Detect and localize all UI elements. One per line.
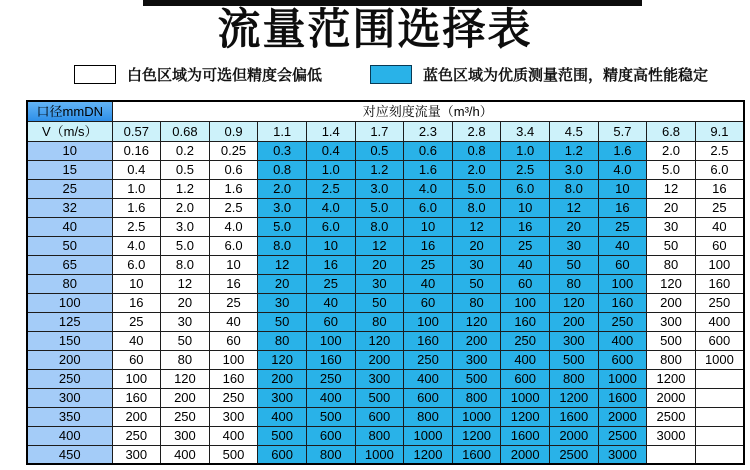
flow-cell: 6.0: [209, 236, 258, 255]
flow-cell: 1.6: [112, 198, 161, 217]
flow-cell: 25: [404, 255, 453, 274]
table-row: [27, 407, 744, 426]
flow-cell: 2.0: [452, 160, 501, 179]
flow-cell: 1.0: [306, 160, 355, 179]
row-header-dn: 40: [27, 217, 112, 236]
flow-cell: 1.6: [209, 179, 258, 198]
flow-cell: 50: [549, 255, 598, 274]
flow-cell: 60: [404, 293, 453, 312]
velocity-value: 4.5: [549, 121, 598, 141]
table-row: [27, 236, 744, 255]
flow-cell: 20: [258, 274, 307, 293]
flow-cell: 160: [404, 331, 453, 350]
flow-cell: 5.0: [355, 198, 404, 217]
flow-cell: 1.2: [161, 179, 210, 198]
flow-cell: 40: [598, 236, 647, 255]
flow-cell: 0.5: [161, 160, 210, 179]
flow-cell: 200: [258, 369, 307, 388]
flow-cell: 1.0: [501, 141, 550, 160]
velocity-value: 2.3: [404, 121, 453, 141]
flow-cell: [695, 369, 744, 388]
table-body: [27, 141, 744, 464]
flow-cell: 2.5: [695, 141, 744, 160]
flow-cell: 30: [549, 236, 598, 255]
flow-cell: 160: [501, 312, 550, 331]
flow-cell: 2000: [501, 445, 550, 464]
velocity-value: 2.8: [452, 121, 501, 141]
flow-cell: 10: [112, 274, 161, 293]
table-row: [27, 331, 744, 350]
flow-cell: 0.2: [161, 141, 210, 160]
flow-cell: 1600: [598, 388, 647, 407]
table-row: [27, 350, 744, 369]
flow-cell: 3000: [598, 445, 647, 464]
flow-cell: 5.0: [161, 236, 210, 255]
flow-cell: 1200: [404, 445, 453, 464]
flow-cell: 2.5: [501, 160, 550, 179]
flow-cell: 5.0: [647, 160, 696, 179]
flow-cell: 120: [258, 350, 307, 369]
flow-cell: 20: [161, 293, 210, 312]
flow-cell: 600: [258, 445, 307, 464]
velocity-value: 0.9: [209, 121, 258, 141]
flow-cell: 500: [258, 426, 307, 445]
flow-cell: 12: [355, 236, 404, 255]
flow-cell: 25: [598, 217, 647, 236]
flow-cell: 1600: [501, 426, 550, 445]
flow-cell: 50: [161, 331, 210, 350]
row-header-dn: 65: [27, 255, 112, 274]
flow-cell: 6.0: [695, 160, 744, 179]
flow-cell: 300: [355, 369, 404, 388]
flow-cell: 400: [404, 369, 453, 388]
flow-cell: 120: [647, 274, 696, 293]
flow-cell: 1000: [598, 369, 647, 388]
page-title: 流量范围选择表: [217, 6, 533, 54]
flow-cell: 2.5: [112, 217, 161, 236]
flow-cell: 6.0: [501, 179, 550, 198]
table-row: [27, 369, 744, 388]
table-row: [27, 141, 744, 160]
flow-cell: 160: [209, 369, 258, 388]
flow-cell: 60: [695, 236, 744, 255]
flow-cell: 10: [404, 217, 453, 236]
flow-cell: [695, 426, 744, 445]
flow-cell: 1.6: [404, 160, 453, 179]
flow-cell: 12: [452, 217, 501, 236]
flow-cell: 1.0: [112, 179, 161, 198]
flow-cell: 40: [695, 217, 744, 236]
flow-cell: 400: [258, 407, 307, 426]
flow-cell: 40: [209, 312, 258, 331]
header-row: [27, 101, 744, 121]
flow-cell: 0.8: [258, 160, 307, 179]
table-row: [27, 312, 744, 331]
flow-cell: 300: [452, 350, 501, 369]
flow-cell: 1.2: [549, 141, 598, 160]
flow-cell: 160: [695, 274, 744, 293]
flow-cell: 5.0: [452, 179, 501, 198]
flow-cell: 1200: [647, 369, 696, 388]
table-row: [27, 217, 744, 236]
flow-cell: 3.0: [161, 217, 210, 236]
flow-cell: 80: [258, 331, 307, 350]
flow-cell: 60: [306, 312, 355, 331]
row-header-dn: 50: [27, 236, 112, 255]
flow-cell: 300: [161, 426, 210, 445]
flow-cell: 600: [598, 350, 647, 369]
flow-cell: 200: [647, 293, 696, 312]
flow-cell: 3.0: [549, 160, 598, 179]
flow-cell: 40: [404, 274, 453, 293]
flow-cell: 300: [647, 312, 696, 331]
flow-cell: 20: [452, 236, 501, 255]
flow-cell: 100: [306, 331, 355, 350]
flow-cell: 4.0: [404, 179, 453, 198]
flow-cell: 2500: [549, 445, 598, 464]
flow-cell: 250: [404, 350, 453, 369]
flow-cell: 16: [404, 236, 453, 255]
flow-cell: 3.0: [355, 179, 404, 198]
row-header-dn: 25: [27, 179, 112, 198]
flow-cell: 800: [355, 426, 404, 445]
flow-cell: 12: [161, 274, 210, 293]
flow-cell: 200: [161, 388, 210, 407]
flow-cell: 25: [501, 236, 550, 255]
row-header-dn: 80: [27, 274, 112, 293]
flow-cell: 25: [209, 293, 258, 312]
flow-cell: 400: [161, 445, 210, 464]
flow-cell: 20: [549, 217, 598, 236]
flow-cell: 800: [647, 350, 696, 369]
flow-cell: 12: [647, 179, 696, 198]
row-header-dn: 200: [27, 350, 112, 369]
flow-cell: 250: [501, 331, 550, 350]
flow-cell: 6.0: [306, 217, 355, 236]
flow-cell: 500: [355, 388, 404, 407]
flow-cell: 160: [306, 350, 355, 369]
flow-cell: 1000: [452, 407, 501, 426]
flow-cell: 0.3: [258, 141, 307, 160]
flow-cell: 8.0: [452, 198, 501, 217]
flow-cell: 30: [161, 312, 210, 331]
flow-cell: 1200: [501, 407, 550, 426]
flow-cell: 1.2: [355, 160, 404, 179]
flow-cell: 2000: [647, 388, 696, 407]
flow-cell: 16: [209, 274, 258, 293]
flow-cell: 120: [452, 312, 501, 331]
flow-cell: 300: [112, 445, 161, 464]
flow-cell: 800: [452, 388, 501, 407]
flow-cell: 25: [306, 274, 355, 293]
flow-cell: 300: [549, 331, 598, 350]
flow-cell: 2000: [598, 407, 647, 426]
flow-cell: 1000: [355, 445, 404, 464]
flow-cell: 1200: [452, 426, 501, 445]
flow-cell: 200: [452, 331, 501, 350]
flow-cell: 4.0: [598, 160, 647, 179]
flow-cell: 40: [501, 255, 550, 274]
flow-cell: 8.0: [161, 255, 210, 274]
table-row: [27, 198, 744, 217]
flow-cell: 0.4: [112, 160, 161, 179]
flow-cell: 250: [112, 426, 161, 445]
flow-cell: 6.0: [404, 198, 453, 217]
flow-cell: 800: [549, 369, 598, 388]
flow-cell: 1600: [549, 407, 598, 426]
velocity-value: 1.4: [306, 121, 355, 141]
flow-cell: 2000: [549, 426, 598, 445]
flow-cell: 25: [695, 198, 744, 217]
flow-cell: 1600: [452, 445, 501, 464]
flow-cell: 100: [501, 293, 550, 312]
row-header-dn: 125: [27, 312, 112, 331]
flow-cell: 500: [306, 407, 355, 426]
table-row: [27, 426, 744, 445]
flow-cell: 200: [355, 350, 404, 369]
flow-cell: 200: [112, 407, 161, 426]
row-header-dn: 450: [27, 445, 112, 464]
flow-cell: 250: [306, 369, 355, 388]
flow-cell: 600: [695, 331, 744, 350]
velocity-value: 1.1: [258, 121, 307, 141]
velocity-row: [27, 121, 744, 141]
flow-cell: 800: [306, 445, 355, 464]
flow-cell: 120: [355, 331, 404, 350]
flow-cell: 400: [695, 312, 744, 331]
flow-cell: 80: [647, 255, 696, 274]
flow-cell: 4.0: [306, 198, 355, 217]
flow-cell: 2.5: [209, 198, 258, 217]
flow-cell: 300: [209, 407, 258, 426]
flow-cell: 200: [549, 312, 598, 331]
legend: [74, 64, 734, 85]
row-header-dn: 250: [27, 369, 112, 388]
flow-cell: 400: [501, 350, 550, 369]
flow-cell: 1000: [501, 388, 550, 407]
flow-cell: 1.6: [598, 141, 647, 160]
flow-cell: 50: [452, 274, 501, 293]
flow-cell: 2.0: [258, 179, 307, 198]
flow-cell: 80: [549, 274, 598, 293]
row-header-dn: 10: [27, 141, 112, 160]
flow-cell: 50: [355, 293, 404, 312]
flow-cell: 50: [647, 236, 696, 255]
flow-cell: 600: [306, 426, 355, 445]
flow-cell: 250: [695, 293, 744, 312]
flow-cell: 40: [112, 331, 161, 350]
flow-cell: 16: [598, 198, 647, 217]
flow-cell: 100: [209, 350, 258, 369]
flow-cell: 25: [112, 312, 161, 331]
flow-cell: 3.0: [258, 198, 307, 217]
flow-cell: 16: [112, 293, 161, 312]
flow-cell: 20: [355, 255, 404, 274]
flow-cell: 3000: [647, 426, 696, 445]
table-row: [27, 388, 744, 407]
flow-cell: 400: [598, 331, 647, 350]
flow-cell: 600: [501, 369, 550, 388]
flow-cell: 60: [209, 331, 258, 350]
flow-cell: 30: [647, 217, 696, 236]
velocity-value: 9.1: [695, 121, 744, 141]
flow-cell: 1200: [549, 388, 598, 407]
velocity-header: V（m/s）: [27, 121, 112, 141]
flow-cell: 80: [355, 312, 404, 331]
flow-cell: 0.5: [355, 141, 404, 160]
flow-cell: [695, 388, 744, 407]
flow-cell: 160: [598, 293, 647, 312]
flow-cell: 6.0: [112, 255, 161, 274]
flow-cell: 8.0: [258, 236, 307, 255]
flow-cell: 8.0: [549, 179, 598, 198]
velocity-value: 0.57: [112, 121, 161, 141]
flow-range-table: [26, 100, 745, 465]
flow-cell: 500: [452, 369, 501, 388]
row-header-dn: 350: [27, 407, 112, 426]
flow-cell: [695, 445, 744, 464]
flow-cell: 400: [209, 426, 258, 445]
flow-cell: 30: [355, 274, 404, 293]
row-header-dn: 150: [27, 331, 112, 350]
flow-cell: [647, 445, 696, 464]
flow-cell: 500: [549, 350, 598, 369]
row-header-dn: 100: [27, 293, 112, 312]
velocity-value: 0.68: [161, 121, 210, 141]
flow-cell: 800: [404, 407, 453, 426]
table-row: [27, 179, 744, 198]
flow-cell: [695, 407, 744, 426]
flow-cell: 0.16: [112, 141, 161, 160]
flow-cell: 30: [258, 293, 307, 312]
flow-cell: 10: [598, 179, 647, 198]
flow-cell: 4.0: [209, 217, 258, 236]
row-header-dn: 32: [27, 198, 112, 217]
flow-cell: 1000: [404, 426, 453, 445]
blue-zone-label: 蓝色区域为优质测量范围，精度高性能稳定: [423, 67, 709, 84]
flow-cell: 2.0: [161, 198, 210, 217]
flow-cell: 2500: [598, 426, 647, 445]
flow-cell: 250: [598, 312, 647, 331]
flow-cell: 600: [355, 407, 404, 426]
flow-cell: 0.6: [404, 141, 453, 160]
flow-cell: 10: [209, 255, 258, 274]
flow-cell: 5.0: [258, 217, 307, 236]
velocity-value: 3.4: [501, 121, 550, 141]
flow-cell: 12: [258, 255, 307, 274]
flow-cell: 160: [112, 388, 161, 407]
table-row: [27, 274, 744, 293]
white-zone-swatch: [74, 65, 116, 84]
flow-cell: 16: [501, 217, 550, 236]
row-header-dn: 15: [27, 160, 112, 179]
row-header-dn: 400: [27, 426, 112, 445]
flow-cell: 0.6: [209, 160, 258, 179]
flow-cell: 100: [112, 369, 161, 388]
flow-cell: 12: [549, 198, 598, 217]
flow-header: 对应刻度流量（m³/h）: [112, 101, 744, 121]
flow-cell: 100: [598, 274, 647, 293]
flow-cell: 120: [161, 369, 210, 388]
flow-cell: 500: [209, 445, 258, 464]
blue-zone-swatch: [370, 65, 412, 84]
flow-cell: 60: [598, 255, 647, 274]
flow-cell: 2500: [647, 407, 696, 426]
flow-cell: 250: [209, 388, 258, 407]
flow-cell: 10: [501, 198, 550, 217]
velocity-value: 5.7: [598, 121, 647, 141]
flow-cell: 50: [258, 312, 307, 331]
flow-cell: 4.0: [112, 236, 161, 255]
flow-cell: 2.5: [306, 179, 355, 198]
velocity-value: 6.8: [647, 121, 696, 141]
table-row: [27, 293, 744, 312]
flow-cell: 40: [306, 293, 355, 312]
flow-cell: 600: [404, 388, 453, 407]
flow-cell: 10: [306, 236, 355, 255]
flow-cell: 30: [452, 255, 501, 274]
flow-cell: 400: [306, 388, 355, 407]
flow-cell: 500: [647, 331, 696, 350]
table-row: [27, 160, 744, 179]
diameter-header: 口径mmDN: [27, 101, 112, 121]
row-header-dn: 300: [27, 388, 112, 407]
flow-cell: 16: [306, 255, 355, 274]
table-row: [27, 445, 744, 464]
flow-cell: 80: [452, 293, 501, 312]
flow-cell: 300: [258, 388, 307, 407]
flow-cell: 16: [695, 179, 744, 198]
velocity-value: 1.7: [355, 121, 404, 141]
flow-cell: 0.8: [452, 141, 501, 160]
flow-cell: 60: [501, 274, 550, 293]
flow-cell: 80: [161, 350, 210, 369]
flow-cell: 20: [647, 198, 696, 217]
flow-cell: 1000: [695, 350, 744, 369]
white-zone-label: 白色区域为可选但精度会偏低: [127, 67, 323, 84]
flow-cell: 120: [549, 293, 598, 312]
flow-cell: 100: [695, 255, 744, 274]
flow-cell: 250: [161, 407, 210, 426]
flow-cell: 8.0: [355, 217, 404, 236]
flow-cell: 100: [404, 312, 453, 331]
flow-cell: 0.4: [306, 141, 355, 160]
table-row: [27, 255, 744, 274]
flow-cell: 60: [112, 350, 161, 369]
flow-cell: 2.0: [647, 141, 696, 160]
flow-cell: 0.25: [209, 141, 258, 160]
